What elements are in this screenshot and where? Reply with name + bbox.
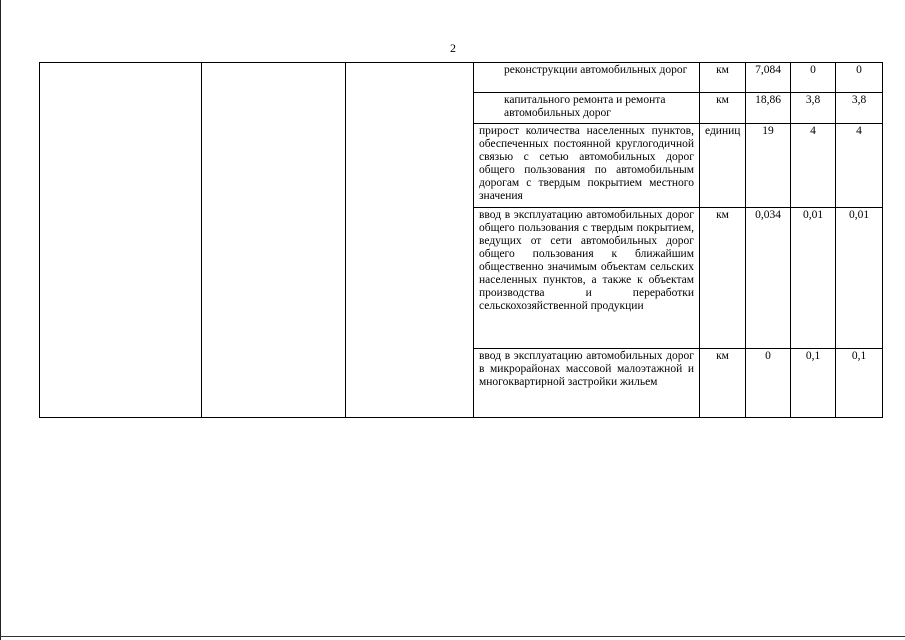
value-cell: 3,8 bbox=[836, 93, 883, 123]
unit-cell: единиц bbox=[700, 123, 746, 208]
value-cell: 0,1 bbox=[836, 349, 883, 418]
subprogram-cell bbox=[202, 63, 346, 418]
indicator-cell: ввод в эксплуатацию автомобильных дорог в микрорайонах массовой малоэтажной и многоквартирной застройки жильем bbox=[474, 349, 700, 418]
unit-cell: км bbox=[700, 208, 746, 349]
scan-edge-bottom bbox=[0, 636, 905, 637]
unit-cell: км bbox=[700, 93, 746, 123]
table-row bbox=[40, 63, 883, 93]
value-cell: 0 bbox=[791, 63, 836, 93]
value-cell: 4 bbox=[791, 123, 836, 208]
value-cell: 0,1 bbox=[791, 349, 836, 418]
value-cell: 19 bbox=[746, 123, 791, 208]
value-cell: 0,01 bbox=[791, 208, 836, 349]
unit-cell: км bbox=[700, 349, 746, 418]
indicator-cell: капитального ремонта и ремонта автомобильных дорог bbox=[474, 93, 700, 123]
indicators-table bbox=[39, 62, 883, 418]
value-cell: 3,8 bbox=[791, 93, 836, 123]
scan-edge-left bbox=[0, 0, 1, 640]
value-cell: 4 bbox=[836, 123, 883, 208]
indicator-cell: реконструкции автомобильных дорог bbox=[474, 63, 700, 93]
value-cell: 7,084 bbox=[746, 63, 791, 93]
indicator-cell: ввод в эксплуатацию автомобильных дорог общего пользования с твердым покрытием, ведущих от сети автомобильных дорог общего пользования к ближайшим общественно значимым объектам сельских населенных пунктов, а также к объектам производства и переработки сельскохозяйственной продукции bbox=[474, 208, 700, 349]
measure-cell bbox=[346, 63, 474, 418]
unit-cell: км bbox=[700, 63, 746, 93]
program-cell bbox=[40, 63, 202, 418]
indicator-cell: прирост количества населенных пунктов, обеспеченных постоянной круглогодичной связью с сетью автомобильных дорог общего пользования по автомобильным дорогам с твердым покрытием местного значения bbox=[474, 123, 700, 208]
value-cell: 18,86 bbox=[746, 93, 791, 123]
value-cell: 0,034 bbox=[746, 208, 791, 349]
value-cell: 0 bbox=[746, 349, 791, 418]
value-cell: 0,01 bbox=[836, 208, 883, 349]
page-number: 2 bbox=[450, 41, 456, 55]
value-cell: 0 bbox=[836, 63, 883, 93]
